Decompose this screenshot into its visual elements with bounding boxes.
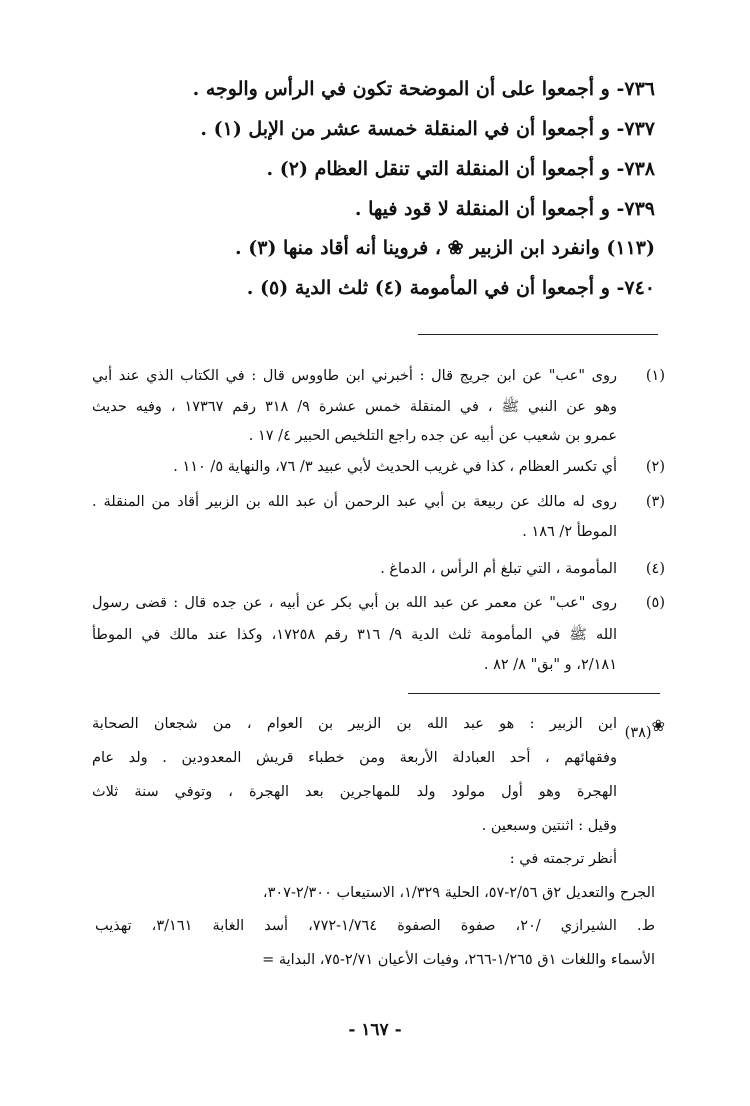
footnote-1-line-2: وهو عن النبي ﷺ ، في المنقلة خمس عشرة ٩/ ٣١٨ رقم ١٧٣٦٧ ، وفيه حديث	[92, 399, 617, 415]
footnote-1-number: (١)	[645, 368, 665, 384]
footnote-4-number: (٤)	[645, 561, 665, 577]
footnote-5-number: (٥)	[645, 595, 665, 611]
entry-739: ٧٣٩- و أجمعوا أن المنقلة لا قود فيها .	[354, 198, 655, 220]
entry-737: ٧٣٧- و أجمعوا أن في المنقلة خمسة عشر من الإبل (١) .	[200, 118, 655, 140]
biography-line-6: الجرح والتعديل ٢ق ٢/٥٦-٥٧، الحلية ١/٣٢٩، الاستيعاب ٢/٣٠٠-٣٠٧،	[262, 885, 655, 901]
biography-line-8: الأسماء واللغات ١ق ١/٢٦٥-٢٦٦، وفيات الأعيان ٢/٧١-٧٥، البداية =	[262, 952, 655, 968]
entry-736: ٧٣٦- و أجمعوا على أن الموضحة تكون في الرأس والوجه .	[192, 78, 655, 100]
footnote-separator	[418, 334, 658, 335]
biography-number-text: (٣٨)	[624, 724, 652, 741]
footnote-5-line-1: روى "عب" عن معمر عن عبد الله بن أبي بكر عن أبيه ، عن جده قال : قضى رسول	[92, 595, 617, 611]
footnote-1-line-3: عمرو بن شعيب عن أبيه عن جده راجع التلخيص الحبير ٤/ ١٧ .	[248, 428, 617, 444]
biography-line-5: أنظر ترجمته في :	[509, 851, 617, 867]
footnote-3-line-2: الموطأ ٢/ ١٨٦ .	[522, 524, 617, 540]
biography-line-2: وفقهائهم ، أحد العبادلة الأربعة ومن خطباء قريش المعدودين . ولد عام	[92, 750, 617, 766]
footnote-5-line-2: الله ﷺ في المأمومة ثلث الدية ٩/ ٣١٦ رقم ١٧٢٥٨، وكذا عند مالك في الموطأ	[92, 627, 618, 643]
biography-line-1: ابن الزبير : هو عبد الله بن الزبير بن العوام ، من شجعان الصحابة	[92, 716, 617, 732]
biography-separator	[408, 693, 660, 694]
footnote-2-line-1: أي تكسر العظام ، كذا في غريب الحديث لأبي عبيد ٣/ ٧٦، والنهاية ٥/ ١١٠ .	[173, 459, 617, 475]
biography-line-7: ط. الشيرازي /٢٠، صفوة الصفوة ١/٧٦٤-٧٧٢، أسد الغابة ٣/١٦١، تهذيب	[95, 918, 655, 934]
page-number: - ١٦٧ -	[348, 1020, 402, 1040]
footnote-3-line-1: روى له مالك عن ربيعة بن أبي عبد الرحمن أن عبد الله بن الزبير أقاد من المنقلة .	[92, 494, 617, 510]
footnote-1-line-1: روى "عب" عن ابن جريج قال : أخبرني ابن طاووس قال : في الكتاب الذي عند أبي	[92, 368, 617, 384]
footnote-4-line-1: المأمومة ، التي تبلغ أم الرأس ، الدماغ .	[380, 561, 617, 577]
footnote-3-number: (٣)	[645, 494, 665, 510]
biography-line-4: وقيل : اثنتين وسبعين .	[481, 818, 617, 834]
entry-740: ٧٤٠- و أجمعوا أن في المأمومة (٤) ثلث الدية (٥) .	[246, 277, 655, 299]
entry-113-ibn-zubayr: (١١٣) وانفرد ابن الزبير ❀ ، فروينا أنه أقاد منها (٣) .	[234, 237, 655, 259]
flower-ornament-icon: ❀	[651, 716, 665, 735]
biography-line-3: الهجرة وهو أول مولود ولد للمهاجرين بعد الهجرة ، وتوفي سنة ثلاث	[92, 784, 617, 800]
entry-738: ٧٣٨- و أجمعوا أن المنقلة التي تنقل العظام (٢) .	[266, 158, 655, 180]
footnote-2-number: (٢)	[645, 459, 665, 475]
biography-number	[617, 716, 665, 741]
footnote-5-line-3: ٢/١٨١، و "بق" ٨/ ٨٢ .	[483, 657, 617, 673]
